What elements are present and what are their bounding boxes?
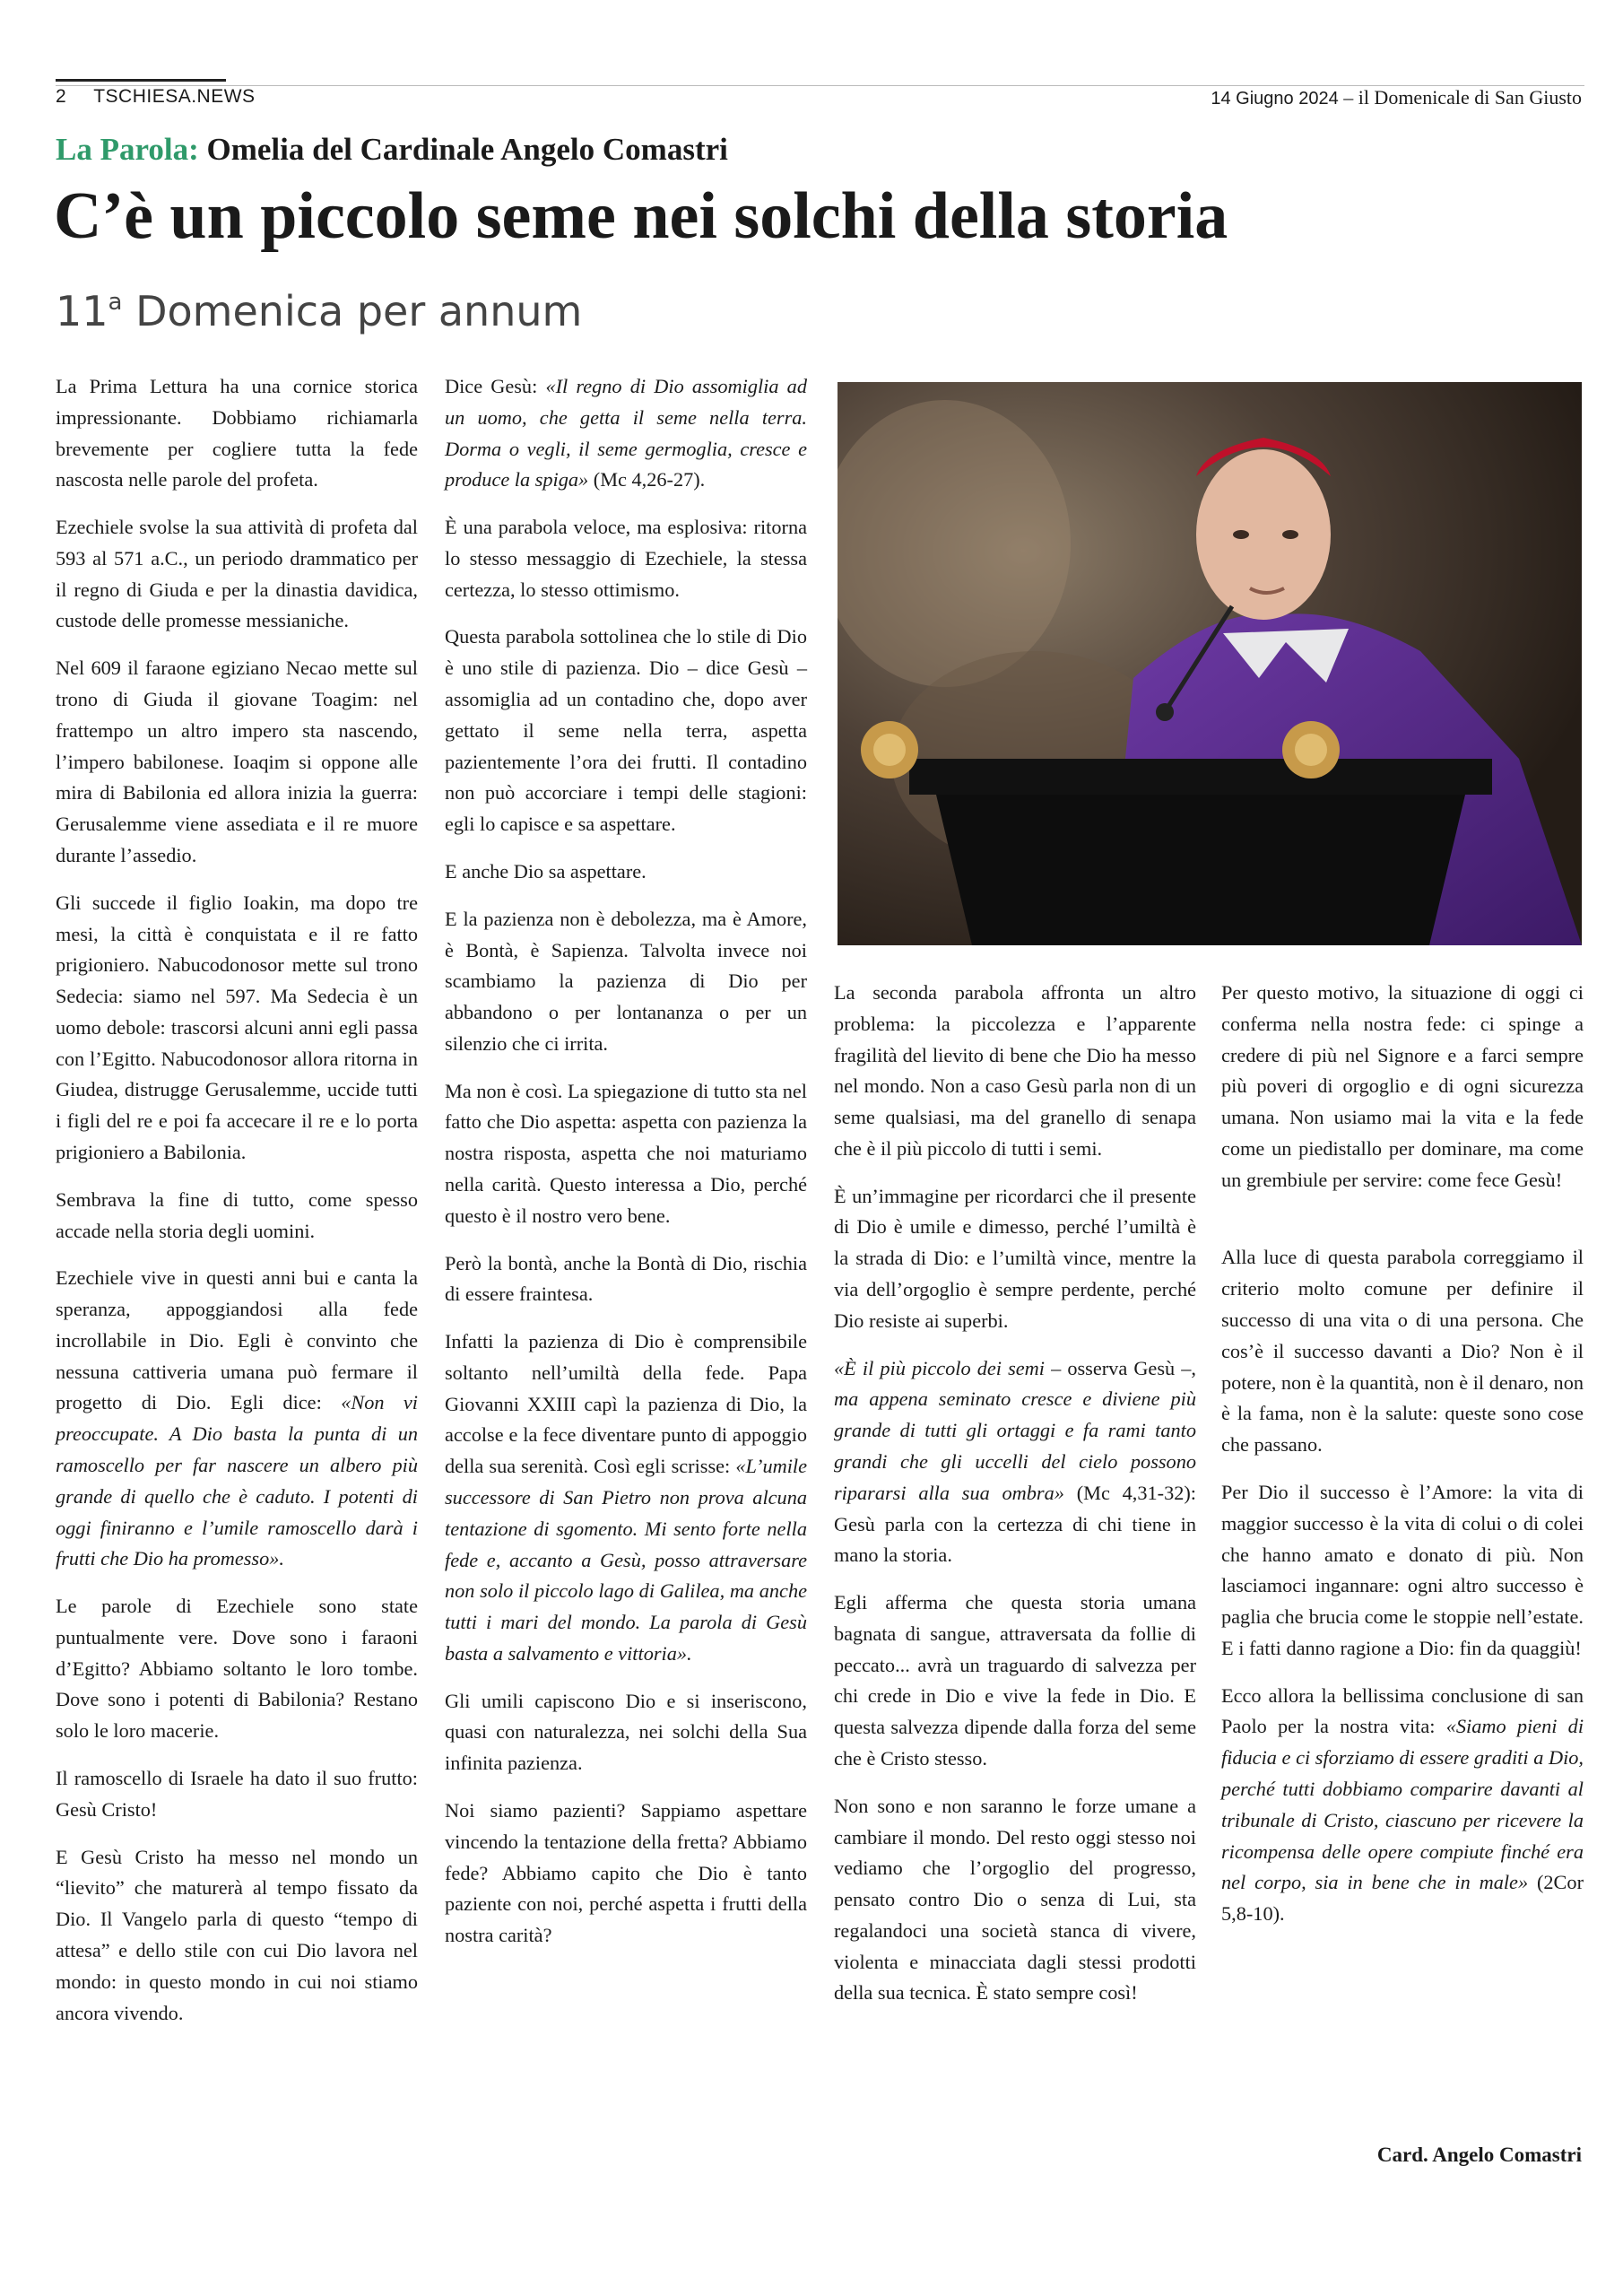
paragraph: Però la bontà, anche la Bontà di Dio, rischia di essere fraintesa. <box>445 1251 807 1306</box>
paragraph-text: Ezechiele vive in questi anni bui e canta la speranza, appoggiandosi alla fede incrollabile in Dio. Egli è convinto che nessuna cattiveria umana può fermare il progetto di Dio. Egli dice: <box>56 1266 418 1414</box>
paragraph: Sembrava la fine di tutto, come spesso accade nella storia degli uomini. <box>56 1187 418 1242</box>
pope-quote: «L’umile successore di San Pietro non prova alcuna tentazione di sgomento. Mi sento forte nella fede e, accanto a Gesù, posso attraversare non solo il piccolo lago di Galilea, ma anche tutti i mari del mondo. La parola di Gesù basta a salvamento e vittoria». <box>445 1455 807 1665</box>
paragraph: La Prima Lettura ha una cornice storica impressionante. Dobbiamo richiamarla brevemente per cogliere tutta la fede nascosta nelle parole del profeta. <box>56 375 418 491</box>
paragraph: Gli succede il figlio Ioakin, ma dopo tre mesi, la città è conquistata e il re fatto prigioniero. Nabucodonosor mette sul trono Sedecia: siamo nel 597. Ma Sedecia è un uomo debole: trascorsi alcuni anni egli passa con l’Egitto. Nabucodonosor allora ritorna in Giudea, distrugge Gerusalemme, uccide tutti i figli del re e poi fa accecare il re e lo porta prigioniero a Babilonia. <box>56 891 418 1163</box>
paragraph: È un’immagine per ricordarci che il presente di Dio è umile e dimesso, perché l’umiltà è la strada di Dio: e l’umiltà vince, mentre la via dell’orgoglio è sempre perdente, perché Dio resiste ai superbi. <box>834 1184 1196 1332</box>
page-title: C’è un piccolo seme nei solchi della storia <box>54 179 1228 253</box>
kicker-title: Omelia del Cardinale Angelo Comastri <box>206 132 728 167</box>
paragraph: E anche Dio sa aspettare. <box>445 859 647 883</box>
paragraph: Egli afferma che questa storia umana bagnata di sangue, attraversata da follie di peccato... avrà un traguardo di salvezza per chi crede in Dio e vive la fede in Dio. E questa salvezza dipende dalla forza del seme che è Cristo stesso. <box>834 1591 1196 1770</box>
paragraph-with-quote <box>56 1263 418 1575</box>
paragraph-with-quote <box>1221 1681 1584 1930</box>
site-name: TSCHIESA.NEWS <box>93 86 256 107</box>
paragraph-text: Ecco allora la bellissima conclusione di san Paolo per la nostra vita: <box>1221 1683 1584 1738</box>
article-column-4 <box>1221 978 1584 1946</box>
issue-date: 14 Giugno 2024 <box>1211 89 1339 109</box>
article-column-1 <box>56 371 418 2045</box>
paragraph: Alla luce di questa parabola correggiamo il criterio molto comune per definire il successo di una vita o di una persona. Che cos’è il successo davanti a Dio? Non è il potere, non è la quantità, non è il denaro, non è la fama, non è la salute: queste sono cose che passano. <box>1221 1246 1584 1457</box>
paragraph: Per questo motivo, la situazione di oggi ci conferma nella nostra fede: ci spinge a credere di più nel Signore e a farci sempre più poveri di orgoglio e di ogni sicurezza umana. Non usiamo mai la vita e la fede come un piedistallo per dominare, ma come un grembiule per servire: come fece Gesù! <box>1221 981 1584 1191</box>
paragraph-text: – osserva Gesù –, <box>1044 1356 1196 1379</box>
paul-quote: «Siamo pieni di fiducia e ci sforziamo di essere graditi a Dio, perché tutti dobbiamo comparire davanti al tribunale di Cristo, ciascuno per ricevere la ricompensa delle opere compiute finché era nel corpo, sia in bene che in male» <box>1221 1715 1584 1894</box>
article-column-3 <box>834 978 1196 2025</box>
gospel-quote: «Il regno di Dio assomiglia ad un uomo, che getta il seme nella terra. Dorma o vegli, il seme germoglia, cresce e produce la spiga» <box>445 375 807 491</box>
paragraph-text: Dice Gesù: <box>445 375 546 397</box>
subtitle-text: Domenica per annum <box>135 287 583 335</box>
paragraph-text: Infatti la pazienza di Dio è comprensibile soltanto nell’umiltà della fede. Papa Giovanni XXIII capì la pazienza di Dio, la accolse e la fece diventare punto di appoggio della sua serenità. Così egli scrisse: <box>445 1330 807 1478</box>
page-number: 2 <box>56 86 67 107</box>
author-signature: Card. Angelo Comastri <box>1376 2144 1582 2166</box>
paragraph: Questa parabola sottolinea che lo stile di Dio è uno stile di pazienza. Dio – dice Gesù – assomiglia ad un contadino che, dopo aver gettato il seme nella terra, aspetta pazientemente l’ora dei frutti. Il contadino non può accorciare i tempi delle stagioni: egli lo capisce e sa aspettare. <box>445 625 807 836</box>
paragraph: Ma non è così. La spiegazione di tutto sta nel fatto che Dio aspetta: aspetta con pazienza la nostra risposta, aspetta che noi maturiamo nella carità. Questo interessa a Dio, perché questo è il nostro vero bene. <box>445 1079 807 1227</box>
publication-name: il Domenicale di San Giusto <box>1358 86 1582 109</box>
paragraph: Gli umili capiscono Dio e si inseriscono, quasi con naturalezza, nei solchi della Sua infinita pazienza. <box>445 1689 807 1775</box>
paragraph: Noi siamo pazienti? Sappiamo aspettare vincendo la tentazione della fretta? Abbiamo fede? Abbiamo capito che Dio è tanto paziente con noi, perché aspetta i frutti della nostra carità? <box>445 1799 807 1947</box>
subtitle-number: 11 <box>56 287 108 335</box>
kicker-section: La Parola: <box>56 132 199 167</box>
paragraph-with-quote <box>834 1353 1196 1571</box>
running-header-left <box>56 86 256 108</box>
paragraph: Non sono e non saranno le forze umane a cambiare il mondo. Del resto oggi stesso noi vediamo che l’orgoglio del progresso, pensato contro Dio o senza di Lui, sta regalandoci una società stanca di vivere, violenta e minacciata dagli stessi prodotti della sua tecnica. È stato sempre così! <box>834 1794 1196 2005</box>
paragraph: È una parabola veloce, ma esplosiva: ritorna lo stesso messaggio di Ezechiele, la stessa certezza, lo stesso ottimismo. <box>445 516 807 601</box>
paragraph-with-quote <box>445 1326 807 1670</box>
paragraph: E la pazienza non è debolezza, ma è Amore, è Bontà, è Sapienza. Talvolta invece noi scambiamo la pazienza di Dio per abbandono o per lontananza o per un silenzio che ci irrita. <box>445 907 807 1055</box>
ezekiel-quote: «Non vi preoccupate. A Dio basta la punta di un ramoscello per far nascere un albero più grande di quello che è caduto. I potenti di oggi finiranno e l’umile ramoscello darà i frutti che Dio ha promesso». <box>56 1391 418 1570</box>
paragraph: La seconda parabola affronta un altro problema: la piccolezza e l’apparente fragilità del lievito di bene che Dio ha messo nel mondo. Non a caso Gesù parla non di un seme qualsiasi, ma del granello di senapa che è il più piccolo di tutti i semi. <box>834 981 1196 1160</box>
citation: (2Cor 5,8-10). <box>1221 1871 1584 1926</box>
paragraph: Nel 609 il faraone egiziano Necao mette sul trono di Giuda il giovane Toagim: nel frattempo un altro impero sta nascendo, l’impero babilonese. Ioaqim si oppone alle mira di Babilonia ed allora inizia la guerra: Gerusalemme viene assediata e il re muore durante l’assedio. <box>56 657 418 866</box>
header-rule-accent <box>56 79 226 82</box>
gospel-quote-a: «È il più piccolo dei semi <box>834 1356 1045 1379</box>
header-separator: – <box>1338 86 1358 109</box>
paragraph: Il ramoscello di Israele ha dato il suo frutto: Gesù Cristo! <box>56 1767 418 1821</box>
kicker <box>56 132 728 168</box>
paragraph: Ezechiele svolse la sua attività di profeta dal 593 al 571 a.C., un periodo drammatico per il regno di Giuda e per la dinastia davidica, custode delle promesse messianiche. <box>56 516 418 632</box>
article-column-2 <box>445 371 807 1968</box>
subtitle-ordinal: a <box>108 289 123 316</box>
paragraph-with-quote <box>445 371 807 496</box>
cardinal-photo <box>838 382 1582 945</box>
paragraph: E Gesù Cristo ha messo nel mondo un “lievito” che maturerà al tempo fissato da Dio. Il Vangelo parla di questo “tempo di attesa” e dello stile con cui Dio lavora nel mondo: in questo mondo in cui noi stiamo ancora vivendo. <box>56 1845 418 2024</box>
running-header-right <box>1211 86 1582 109</box>
citation: (Mc 4,26-27). <box>588 468 706 491</box>
subtitle <box>56 287 582 335</box>
gospel-quote-b: ma appena seminato cresce e diviene più grande di tutti gli ortaggi e fa rami tanto grandi che gli uccelli del cielo possono ripararsi alla sua ombra» <box>834 1387 1196 1504</box>
paragraph: Per Dio il successo è l’Amore: la vita di maggior successo è la vita di colui o di colei che hanno amato e donato di più. Non lasciamoci ingannare: ogni altro successo è paglia che brucia come le stoppie nell’estate. E i fatti danno ragione a Dio: fin da quaggiù! <box>1221 1480 1584 1659</box>
citation: (Mc 4,31-32): Gesù parla con la certezza di chi tiene in mano la storia. <box>834 1481 1196 1567</box>
paragraph: Le parole di Ezechiele sono state puntualmente vere. Dove sono i faraoni d’Egitto? Abbiamo soltanto le loro tombe. Dove sono i potenti di Babilonia? Restano solo le loro macerie. <box>56 1595 418 1743</box>
cardinal-portrait-icon <box>838 382 1582 945</box>
